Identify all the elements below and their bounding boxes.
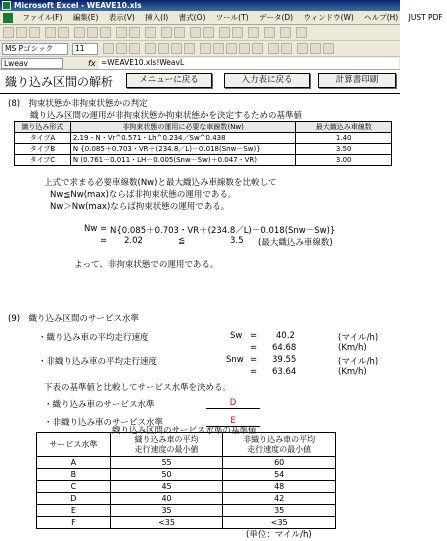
table-cell: D xyxy=(37,493,111,505)
speed-sym-weaving: Sw xyxy=(230,331,243,341)
menu-bar xyxy=(0,11,443,25)
explain-line: Nw＞Nw(max)ならば拘束状態の運用である。 xyxy=(50,202,230,212)
level-value-weaving: D xyxy=(206,398,260,409)
percent-icon[interactable] xyxy=(213,43,224,54)
redo-icon[interactable] xyxy=(129,27,140,38)
fill-color-icon[interactable] xyxy=(310,43,321,54)
menu-file[interactable]: ファイル(F) xyxy=(22,13,63,22)
window-title-bar xyxy=(0,0,400,11)
workbook-icon[interactable] xyxy=(3,13,13,23)
table-cell: N (0.761－0.011・LH－0.005(Snw－Sw)＋0.047・VR) xyxy=(70,155,296,166)
toolbar-options-icon[interactable] xyxy=(296,27,307,38)
menu-help[interactable]: ヘルプ(H) xyxy=(364,13,399,22)
speed-mph-nonweaving: 39.55 xyxy=(272,355,297,365)
speed-kmh-nonweaving: 63.64 xyxy=(272,367,297,377)
open-icon[interactable] xyxy=(16,27,27,38)
table-header-row xyxy=(37,433,336,457)
table-row xyxy=(37,493,336,505)
calc-max: 3.5 xyxy=(230,236,244,246)
align-left-icon[interactable] xyxy=(145,43,156,54)
sort-asc-icon[interactable] xyxy=(190,27,201,38)
standard-toolbar xyxy=(0,25,400,41)
function-icon[interactable] xyxy=(174,27,185,38)
back-to-input-button[interactable]: 入力表に戻る xyxy=(224,73,310,88)
table-cell: 40 xyxy=(110,493,223,505)
calc-eq-2: = xyxy=(100,236,108,246)
save-icon[interactable] xyxy=(29,27,40,38)
table-cell: タイプB xyxy=(15,144,71,155)
cut-icon[interactable] xyxy=(74,27,85,38)
back-to-menu-button[interactable]: メニューに戻る xyxy=(126,73,212,88)
service-level-table xyxy=(36,432,336,529)
section-8-heading: (8) 拘束状態か非拘束状態かの判定 xyxy=(8,99,148,109)
level-label-weaving: ・織り込み車のサービス水準 xyxy=(44,400,155,410)
speed-eq: = xyxy=(250,331,258,341)
decrease-decimal-icon[interactable] xyxy=(252,43,263,54)
print-report-button[interactable]: 計算書印刷 xyxy=(318,73,396,88)
menu-window[interactable]: ウィンドウ(W) xyxy=(303,13,354,22)
italic-icon[interactable] xyxy=(116,43,127,54)
font-color-icon[interactable] xyxy=(323,43,334,54)
table-cell: <35 xyxy=(223,517,336,529)
borders-icon[interactable] xyxy=(297,43,308,54)
drawing-icon[interactable] xyxy=(232,27,243,38)
autosum-icon[interactable] xyxy=(161,27,172,38)
speed-eq: = xyxy=(250,355,258,365)
table-cell: F xyxy=(37,517,111,529)
table-cell: A xyxy=(37,457,111,469)
comma-icon[interactable] xyxy=(226,43,237,54)
speed-kmh-weaving: 64.68 xyxy=(272,343,297,353)
formula-input[interactable]: =WEAVE10.xls!WeavL xyxy=(99,58,399,69)
print-icon[interactable] xyxy=(45,27,56,38)
name-box[interactable]: Lweav xyxy=(1,58,63,69)
speed-unit-mph: (マイル/h) xyxy=(338,357,379,367)
table-cell: 54 xyxy=(223,469,336,481)
col-header: 非織り込み車の平均 走行速度の最小値 xyxy=(223,433,336,457)
calc-max-label: (最大織込み車線数) xyxy=(258,238,333,248)
help-icon[interactable] xyxy=(264,27,275,38)
table-cell: C xyxy=(37,481,111,493)
table-row xyxy=(15,133,392,144)
menu-view[interactable]: 表示(V) xyxy=(108,13,135,22)
table-cell: B xyxy=(37,469,111,481)
table-cell: 35 xyxy=(110,505,223,517)
preview-icon[interactable] xyxy=(58,27,69,38)
calc-lhs: Nw xyxy=(84,224,98,234)
table-cell: E xyxy=(37,505,111,517)
calc-formula: N{0.085＋0.703・VR＋(234.8／L)－0.018(Snw－Sw)} xyxy=(110,226,336,236)
table-cell: 50 xyxy=(110,469,223,481)
unit-note: (単位：マイル/h) xyxy=(246,530,312,540)
table-row xyxy=(37,505,336,517)
level-label-nonweaving: ・非織り込み車のサービス水準 xyxy=(44,418,164,428)
bold-icon[interactable] xyxy=(103,43,114,54)
sort-desc-icon[interactable] xyxy=(203,27,214,38)
menu-data[interactable]: データ(D) xyxy=(258,13,294,22)
col-header: 織り込み車の平均 走行速度の最小値 xyxy=(110,433,223,457)
table-cell: タイプC xyxy=(15,155,71,166)
font-name-select[interactable]: MS Pゴシック xyxy=(2,43,68,55)
currency-icon[interactable] xyxy=(200,43,211,54)
menu-justpdf[interactable]: JUST PDF xyxy=(408,13,443,22)
merge-center-icon[interactable] xyxy=(184,43,195,54)
increase-indent-icon[interactable] xyxy=(281,43,292,54)
table-row xyxy=(37,481,336,493)
table-cell: <35 xyxy=(110,517,223,529)
speed-unit-mph: (マイル/h) xyxy=(338,333,379,343)
formatting-toolbar xyxy=(0,41,400,57)
table-cell: 55 xyxy=(110,457,223,469)
new-icon[interactable] xyxy=(3,27,14,38)
align-right-icon[interactable] xyxy=(171,43,182,54)
hyperlink-icon[interactable] xyxy=(145,27,156,38)
speed-label-nonweaving: ・非織り込み車の平均走行速度 xyxy=(38,357,158,367)
col-header: サービス水準 xyxy=(37,433,111,457)
copy-icon[interactable] xyxy=(87,27,98,38)
calc-relation: ≦ xyxy=(178,236,186,246)
speed-sym-nonweaving: Snw xyxy=(226,355,244,365)
table-row xyxy=(37,517,336,529)
col-header: 最大織込み車線数 xyxy=(296,122,392,133)
page-title: 織り込み区間の解析 xyxy=(5,75,114,89)
paste-icon[interactable] xyxy=(100,27,111,38)
underline-icon[interactable] xyxy=(129,43,140,54)
zoom-icon[interactable] xyxy=(248,27,259,38)
section-9-heading: (9) 織り込み区間のサービス水準 xyxy=(8,314,140,324)
menu-tools[interactable]: ツール(T) xyxy=(215,13,249,22)
table-header-row xyxy=(15,122,392,133)
align-center-icon[interactable] xyxy=(158,43,169,54)
table-cell: N {0.085＋0.703・VR＋(234.8／L)－0.018(Snw－Sw)} xyxy=(70,144,296,155)
speed-unit-kmh: (Km/h) xyxy=(338,367,367,377)
table-cell: 1.40 xyxy=(296,133,392,144)
table-cell: 2.19・N・Vr^0.571・Lh^0.234／Sw^0.438 xyxy=(70,133,296,144)
increase-decimal-icon[interactable] xyxy=(239,43,250,54)
undo-icon[interactable] xyxy=(116,27,127,38)
table-row xyxy=(37,457,336,469)
speed-eq: = xyxy=(250,343,258,353)
section-8-subheading: 織り込み区間の運用が非拘束状態か拘束状態かを決定するための基準値 xyxy=(30,111,303,121)
fx-icon[interactable]: fx xyxy=(88,59,96,68)
explain-line: Nw≦Nw(max)ならば非拘束状態の運用である。 xyxy=(50,190,237,200)
speed-mph-weaving: 40.2 xyxy=(276,331,295,341)
menu-edit[interactable]: 編集(E) xyxy=(72,13,99,22)
level-value-nonweaving: E xyxy=(206,416,260,427)
col-header: 織り込み形式 xyxy=(15,122,71,133)
explain-line: 上式で求まる必要車線数(Nw)と最大織込み車線数を比較して xyxy=(44,178,277,188)
conclusion-text: よって、非拘束状態での運用である。 xyxy=(74,260,219,270)
speed-unit-kmh: (Km/h) xyxy=(338,343,367,353)
pdf-icon[interactable] xyxy=(280,27,291,38)
table-row xyxy=(15,155,392,166)
table-cell: タイプA xyxy=(15,133,71,144)
chart-wizard-icon[interactable] xyxy=(219,27,230,38)
excel-app-icon xyxy=(2,1,11,10)
table-row xyxy=(37,469,336,481)
decide-text: 下表の基準値と比較してサービス水準を決める。 xyxy=(44,383,232,393)
window-title: Microsoft Excel - WEAVE10.xls xyxy=(14,1,142,10)
menu-insert[interactable]: 挿入(I) xyxy=(145,13,169,22)
table-cell: 35 xyxy=(223,505,336,517)
table-cell: 45 xyxy=(110,481,223,493)
calc-result: 2.02 xyxy=(124,236,143,246)
speed-label-weaving: ・織り込み車の平均走行速度 xyxy=(38,333,149,343)
calc-eq: = xyxy=(100,224,108,234)
table-row xyxy=(15,144,392,155)
table-cell: 3.00 xyxy=(296,155,392,166)
col-header: 非拘束状態の運用に必要な車線数(Nw) xyxy=(70,122,296,133)
nw-criteria-table xyxy=(14,121,392,166)
font-size-select[interactable]: 11 xyxy=(72,43,98,55)
menu-format[interactable]: 書式(O) xyxy=(178,13,206,22)
table-cell: 60 xyxy=(223,457,336,469)
decrease-indent-icon[interactable] xyxy=(268,43,279,54)
speed-eq: = xyxy=(250,367,258,377)
table-cell: 42 xyxy=(223,493,336,505)
table-title: 織り込み区間のサービス水準の基準値 xyxy=(112,426,257,436)
sheet-header xyxy=(0,71,400,94)
table-cell: 3.50 xyxy=(296,144,392,155)
formula-bar xyxy=(0,57,400,70)
table-cell: 48 xyxy=(223,481,336,493)
